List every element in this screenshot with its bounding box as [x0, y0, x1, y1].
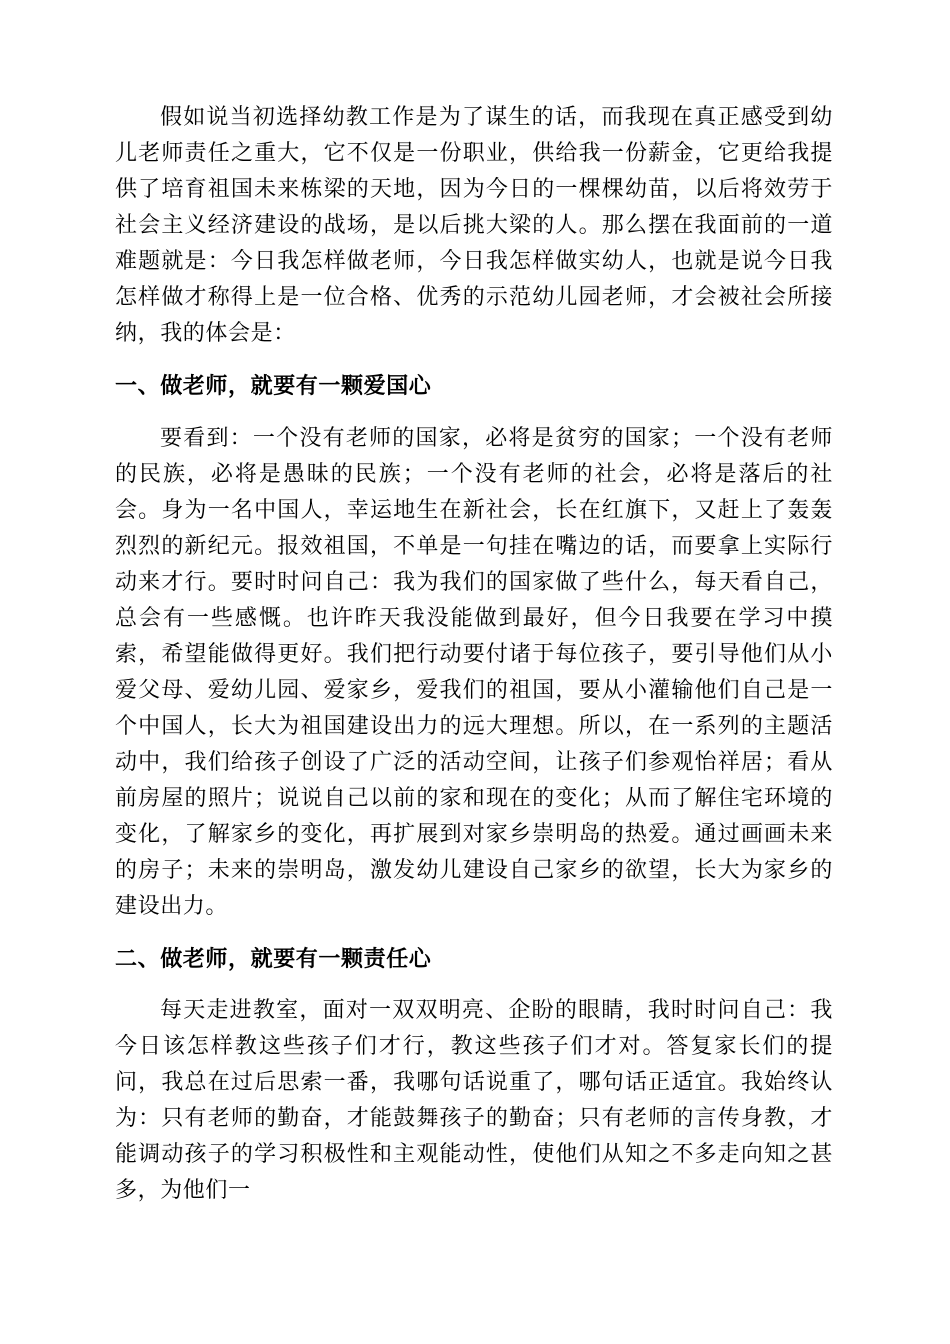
section-heading-1: 一、做老师，就要有一颗爱国心 — [115, 373, 432, 399]
paragraph-section-1: 要看到：一个没有老师的国家，必将是贫穷的国家；一个没有老师的民族，必将是愚昧的民族；一个没有老师的社会，必将是落后的社会。身为一名中国人，幸运地生在新社会，长在红旗下，又赶上了轰轰烈烈的新纪元。报效祖国，不单是一句挂在嘴边的话，而要拿上实际行动来才行。要时时问自己：我为我们的国家做了些什么，每天看自己，总会有一些感慨。也许昨天我没能做到最好，但今日我要在学习中摸索，希望能做得更好。我们把行动要付诸于每位孩子，要引导他们从小爱父母、爱幼儿园、爱家乡，爱我们的祖国，要从小灌输他们自己是一个中国人，长大为祖国建设出力的远大理想。所以，在一系列的主题活动中，我们给孩子创设了广泛的活动空间，让孩子们参观怡祥居；看从前房屋的照片；说说自己以前的家和现在的变化；从而了解住宅环境的变化，了解家乡的变化，再扩展到对家乡崇明岛的热爱。通过画画未来的房子；未来的崇明岛，激发幼儿建设自己家乡的欲望，长大为家乡的建设出力。 — [115, 426, 833, 919]
section-heading-2: 二、做老师，就要有一颗责任心 — [115, 946, 432, 972]
paragraph-section-2: 每天走进教室，面对一双双明亮、企盼的眼睛，我时时问自己：我今日该怎样教这些孩子们才行，教这些孩子们才对。答复家长们的提问，我总在过后思索一番，我哪句话说重了，哪句话正适宜。我始终认为：只有老师的勤奋，才能鼓舞孩子的勤奋；只有老师的言传身教，才能调动孩子的学习积极性和主观能动性，使他们从知之不多走向知之甚多，为他们一 — [115, 998, 833, 1203]
paragraph-intro: 假如说当初选择幼教工作是为了谋生的话，而我现在真正感受到幼儿老师责任之重大，它不仅是一份职业，供给我一份薪金，它更给我提供了培育祖国未来栋梁的天地，因为今日的一棵棵幼苗，以后将效劳于社会主义经济建设的战场，是以后挑大梁的人。那么摆在我面前的一道难题就是：今日我怎样做老师，今日我怎样做实幼人，也就是说今日我怎样做才称得上是一位合格、优秀的示范幼儿园老师，才会被社会所接纳，我的体会是： — [115, 105, 833, 346]
document-page — [115, 100, 833, 1209]
